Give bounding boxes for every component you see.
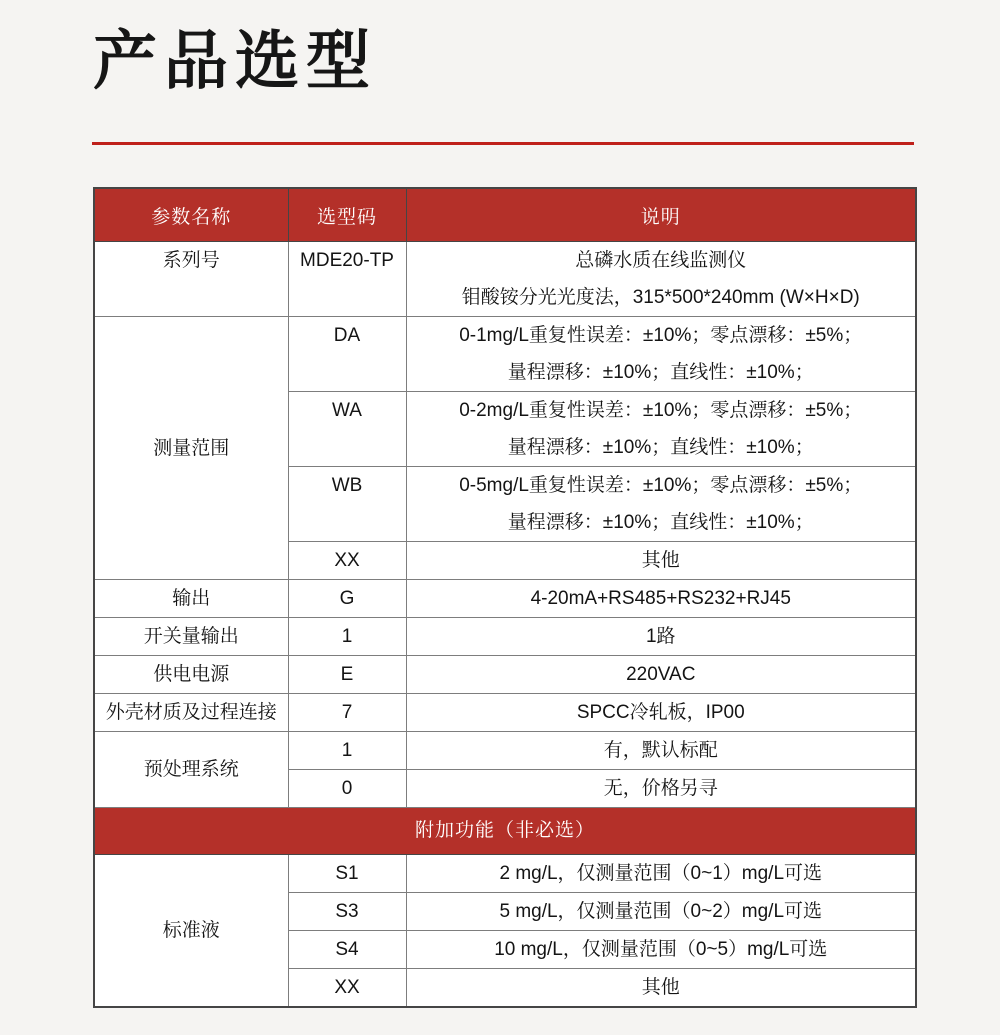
- table-row: [94, 242, 916, 317]
- table-row: [94, 580, 916, 618]
- description-line: 0-5mg/L重复性误差：±10%；零点漂移：±5%；: [459, 475, 863, 496]
- table-row: [94, 732, 916, 770]
- selection-code-cell: WB: [288, 467, 406, 542]
- selection-code-cell: XX: [288, 542, 406, 580]
- description-line: 4-20mA+RS485+RS232+RJ45: [530, 588, 791, 609]
- parameter-name-cell: 输出: [94, 580, 288, 618]
- description-line: 量程漂移：±10%；直线性：±10%；: [507, 362, 814, 383]
- description-cell: [406, 242, 916, 317]
- description-cell: [406, 732, 916, 770]
- description-cell: [406, 656, 916, 694]
- description-cell: [406, 467, 916, 542]
- selection-code-cell: E: [288, 656, 406, 694]
- description-line: 总磷水质在线监测仪: [575, 250, 747, 271]
- selection-code-cell: 1: [288, 618, 406, 656]
- table-row: [94, 694, 916, 732]
- description-cell: [406, 392, 916, 467]
- description-cell: [406, 542, 916, 580]
- selection-code-cell: S4: [288, 931, 406, 969]
- table-row: [94, 618, 916, 656]
- selection-code-cell: S3: [288, 893, 406, 931]
- description-line: 2 mg/L，仅测量范围（0~1）mg/L可选: [499, 863, 823, 884]
- description-cell: [406, 694, 916, 732]
- description-line: 0-2mg/L重复性误差：±10%；零点漂移：±5%；: [459, 400, 863, 421]
- selection-code-cell: 7: [288, 694, 406, 732]
- selection-code-cell: S1: [288, 855, 406, 893]
- parameter-name-cell: 标准液: [94, 855, 288, 1008]
- description-cell: [406, 969, 916, 1008]
- description-line: 量程漂移：±10%；直线性：±10%；: [507, 437, 814, 458]
- description-cell: [406, 770, 916, 808]
- description-line: 钼酸铵分光光度法，315*500*240mm (W×H×D): [461, 287, 860, 308]
- selection-code-cell: 1: [288, 732, 406, 770]
- description-line: 1路: [645, 626, 676, 647]
- description-line: 有，默认标配: [603, 740, 718, 761]
- table-row: [94, 317, 916, 392]
- description-line: 0-1mg/L重复性误差：±10%；零点漂移：±5%；: [459, 325, 863, 346]
- page-title: 产品选型: [93, 25, 377, 97]
- description-line: 5 mg/L，仅测量范围（0~2）mg/L可选: [499, 901, 823, 922]
- description-cell: [406, 618, 916, 656]
- description-line: 10 mg/L，仅测量范围（0~5）mg/L可选: [494, 939, 828, 960]
- selection-code-cell: 0: [288, 770, 406, 808]
- parameter-name-cell: 开关量输出: [94, 618, 288, 656]
- product-selection-table: [93, 187, 917, 1008]
- parameter-name-cell: 测量范围: [94, 317, 288, 580]
- section-banner-row: [94, 808, 916, 855]
- description-line: SPCC冷轧板，IP00: [576, 702, 745, 723]
- header-selection-code: 选型码: [288, 188, 406, 242]
- table-body: [94, 242, 916, 1008]
- selection-code-cell: G: [288, 580, 406, 618]
- selection-code-cell: XX: [288, 969, 406, 1008]
- parameter-name-cell: 外壳材质及过程连接: [94, 694, 288, 732]
- selection-code-cell: WA: [288, 392, 406, 467]
- parameter-name-cell: 预处理系统: [94, 732, 288, 808]
- header-description: 说明: [406, 188, 916, 242]
- selection-code-cell: MDE20-TP: [288, 242, 406, 317]
- description-cell: [406, 317, 916, 392]
- table-row: [94, 855, 916, 893]
- description-line: 其他: [641, 977, 680, 998]
- section-banner-label: 附加功能（非必选）: [94, 808, 916, 855]
- description-line: 无，价格另寻: [603, 778, 718, 799]
- table-header-row: [94, 188, 916, 242]
- description-line: 量程漂移：±10%；直线性：±10%；: [507, 512, 814, 533]
- header-parameter-name: 参数名称: [94, 188, 288, 242]
- selection-code-cell: DA: [288, 317, 406, 392]
- description-cell: [406, 855, 916, 893]
- description-cell: [406, 580, 916, 618]
- description-line: 220VAC: [626, 664, 696, 685]
- description-line: 其他: [641, 550, 680, 571]
- parameter-name-cell: 系列号: [94, 242, 288, 317]
- table-row: [94, 656, 916, 694]
- title-underline-rule: [92, 142, 914, 145]
- parameter-name-cell: 供电电源: [94, 656, 288, 694]
- description-cell: [406, 931, 916, 969]
- description-cell: [406, 893, 916, 931]
